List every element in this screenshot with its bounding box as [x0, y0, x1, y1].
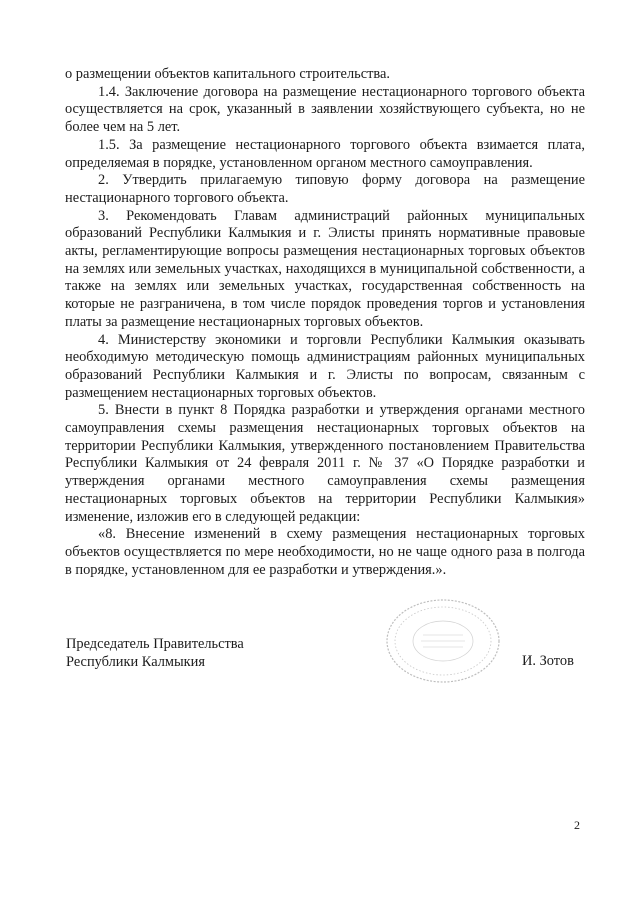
- paragraph-5: 5. Внести в пункт 8 Порядка разработки и утверждения органами местного самоуправления схемы размещения нестационарных торговых объектов на территории Республики Калмыкия, утвержденного постановлением Правительства Республики Калмыкия от 24 февраля 2011 г. № 37 «О Порядке разработки и утверждения органами местного самоуправления схемы размещения нестационарных торговых объектов на территории Республики Калмыкия» изменение, изложив его в следующей редакции:: [65, 402, 585, 525]
- paragraph-4: 4. Министерству экономики и торговли Республики Калмыкия оказывать необходимую методическую помощь администрациям районных муниципальных образований Республики Калмыкия и г. Элисты по вопросам, связанным с размещением нестационарных торговых объектов.: [65, 331, 585, 401]
- paragraph-continuation: о размещении объектов капитального строительства.: [65, 66, 390, 82]
- page-number: 2: [574, 818, 580, 832]
- signature-title: [66, 635, 244, 671]
- signer-name: И. Зотов: [522, 653, 574, 669]
- paragraph-1-4: 1.4. Заключение договора на размещение нестационарного торгового объекта осуществляется на срок, указанный в заявлении хозяйствующего субъекта, но не более чем на 5 лет.: [65, 83, 585, 136]
- paragraph-1-5: 1.5. За размещение нестационарного торгового объекта взимается плата, определяемая в порядке, установленном органом местного самоуправления.: [65, 136, 585, 171]
- signature-title-line2: Республики Калмыкия: [66, 654, 205, 670]
- document-body: [65, 66, 585, 579]
- official-seal-stamp: [383, 597, 503, 685]
- paragraph-3: 3. Рекомендовать Главам администраций районных муниципальных образований Республики Калмыкия и г. Элисты принять нормативные правовые акты, регламентирующие вопросы размещения нестационарных торговых объектов на землях или земельных участках, находящихся в муниципальной собственности, а также на землях или земельных участках, государственная собственность на которые не разграничена, в том числе порядок проведения торгов и установления платы за размещение нестационарных торговых объектов.: [65, 207, 585, 330]
- paragraph-8-quote: «8. Внесение изменений в схему размещения нестационарных торговых объектов осуществляется по мере необходимости, но не чаще одного раза в полгода в порядке, установленном для ее разработки и утверждения.».: [65, 526, 585, 578]
- paragraph-2: 2. Утвердить прилагаемую типовую форму договора на размещение нестационарного торгового объекта.: [65, 172, 585, 206]
- signature-title-line1: Председатель Правительства: [66, 636, 244, 652]
